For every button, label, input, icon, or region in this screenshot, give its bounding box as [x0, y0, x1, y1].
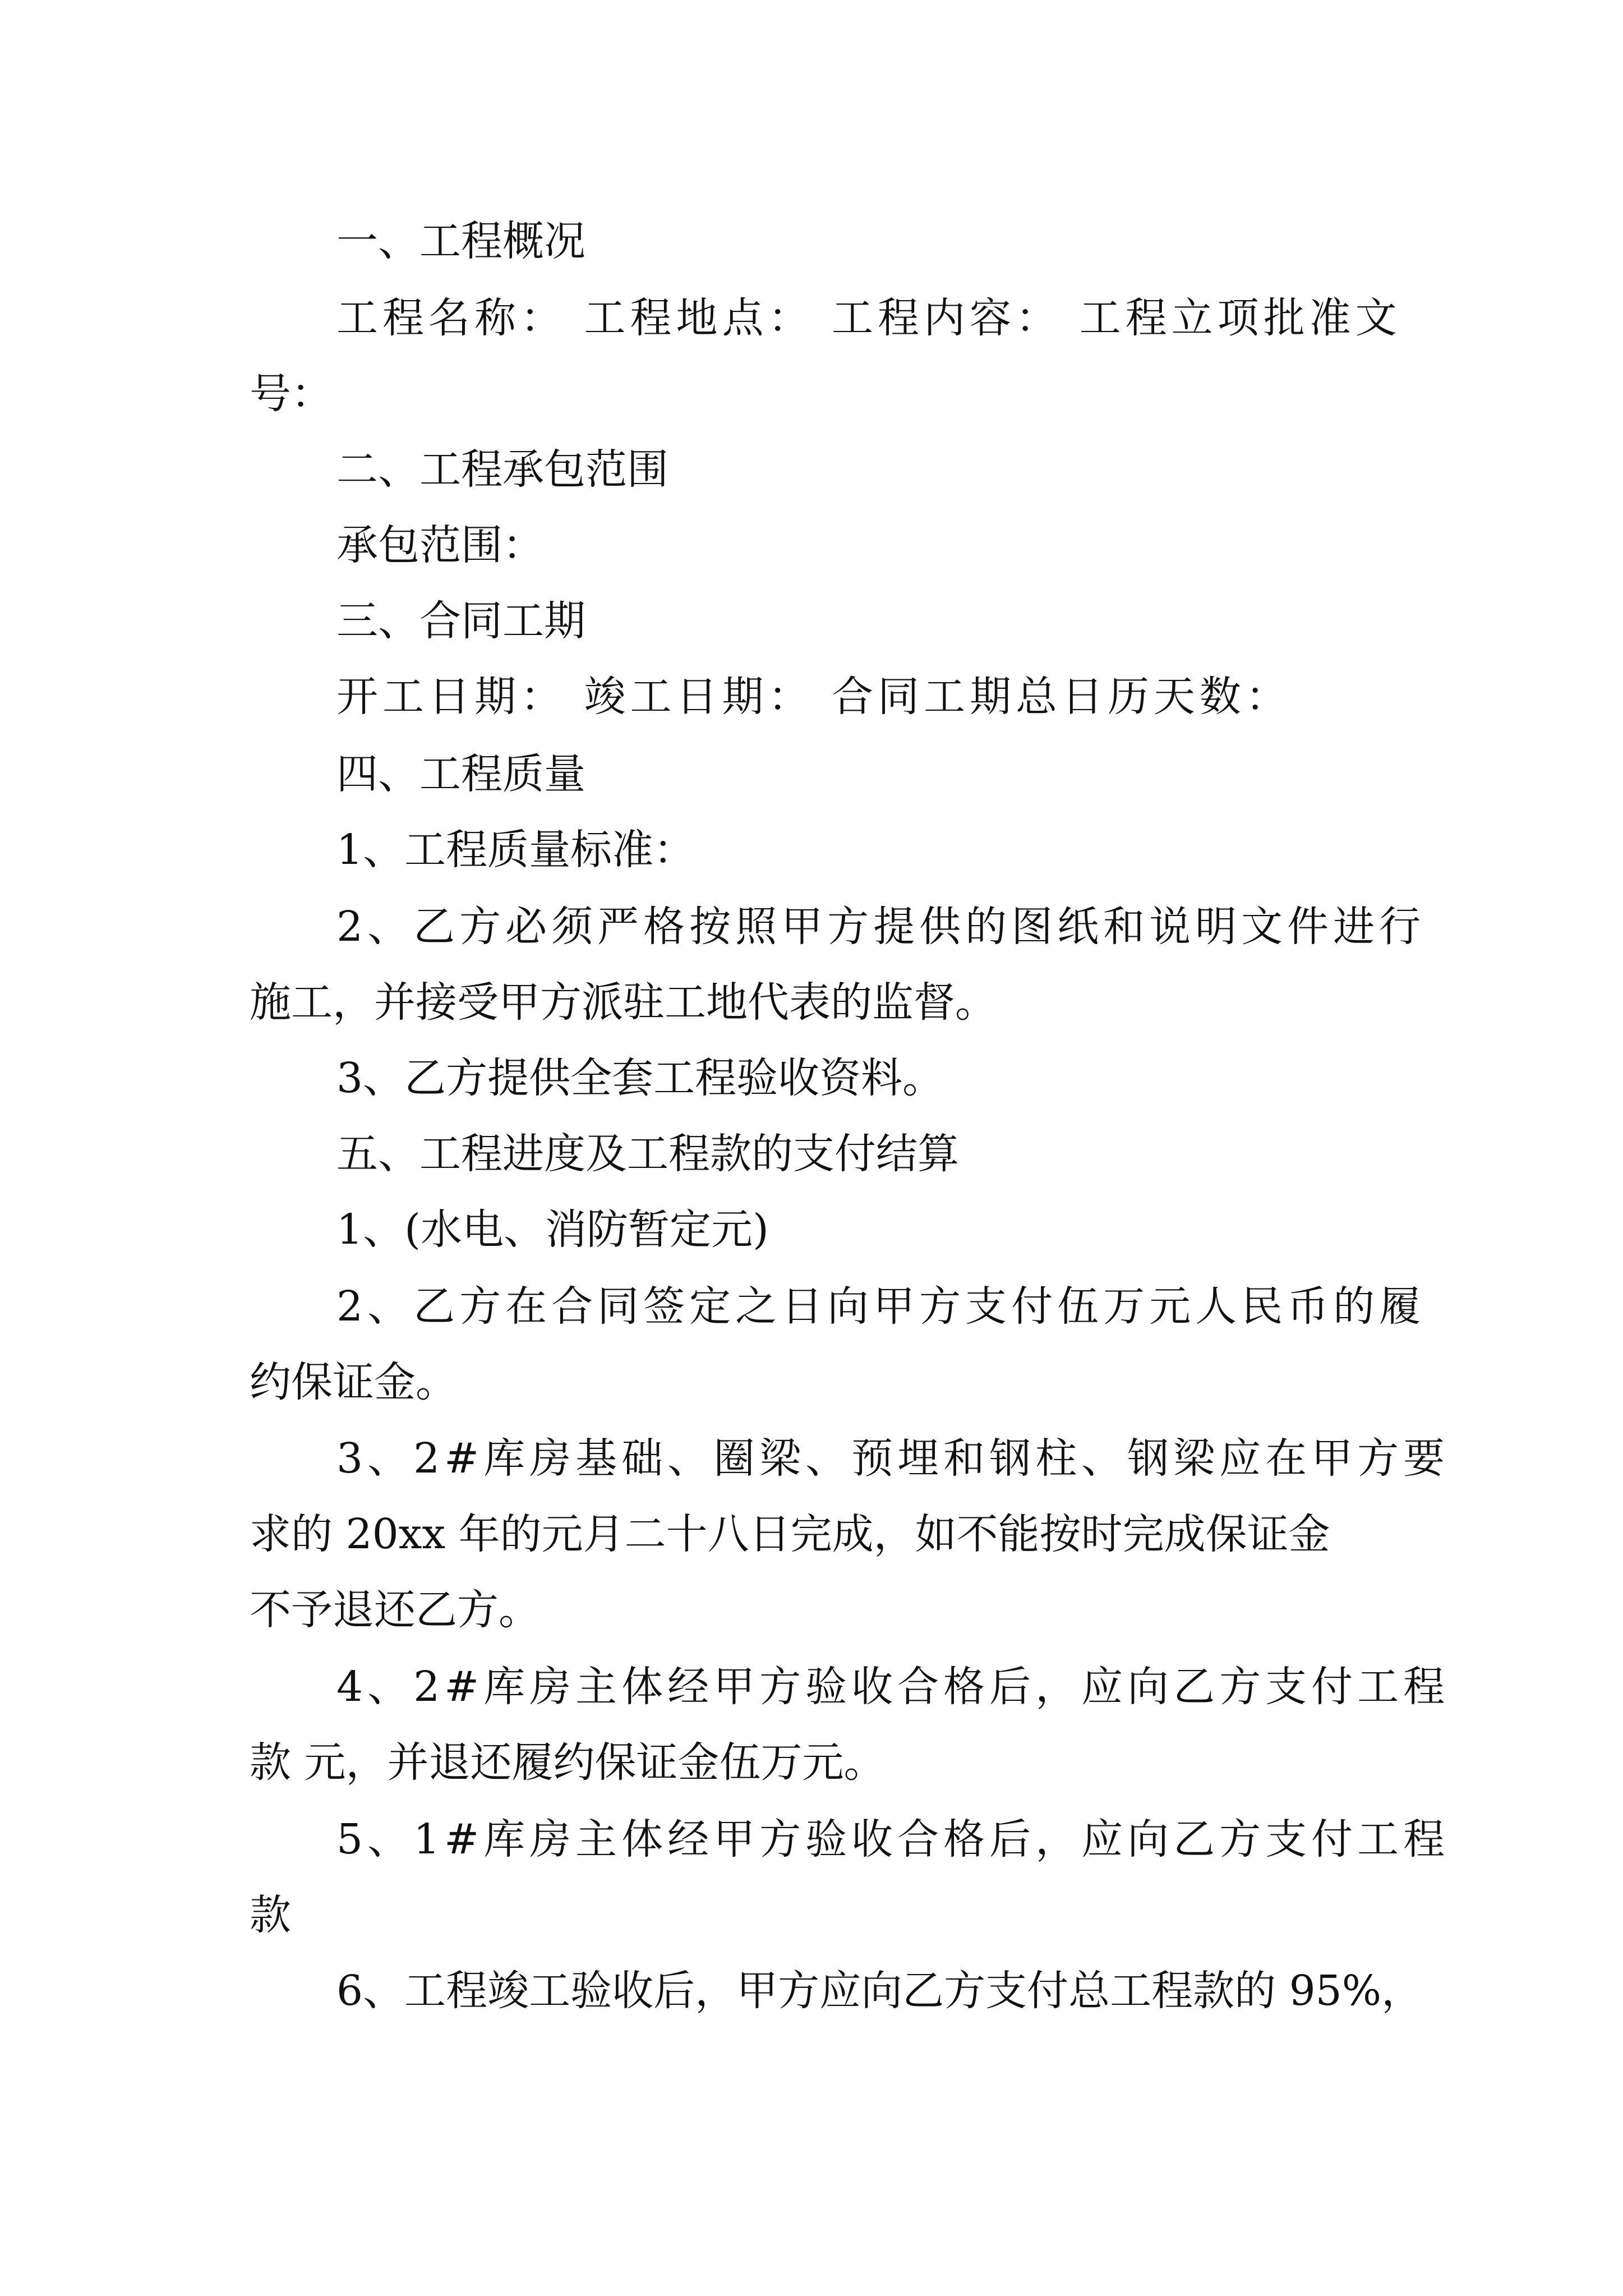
body-line: 5、1#库房主体经甲方验收合格后，应向乙方支付工程	[336, 1815, 1450, 1864]
body-line: 承包范围：	[336, 521, 544, 569]
section-heading: 五、工程进度及工程款的支付结算	[336, 1130, 959, 1178]
body-line: 号：	[250, 370, 333, 418]
body-line: 2、乙方必须严格按照甲方提供的图纸和说明文件进行	[336, 903, 1426, 951]
body-line: 3、2#库房基础、圈梁、预埋和钢柱、钢梁应在甲方要	[336, 1434, 1450, 1483]
body-line: 开工日期： 竣工日期： 合同工期总日历天数：	[336, 673, 1292, 721]
body-line: 约保证金。	[250, 1358, 457, 1406]
body-line: 工程名称： 工程地点： 工程内容： 工程立项批准文	[336, 294, 1401, 342]
body-line: 6、工程竣工验收后，甲方应向乙方支付总工程款的 95%，	[336, 1967, 1423, 2015]
body-line: 2、乙方在合同签定之日向甲方支付伍万元人民币的履	[336, 1282, 1426, 1331]
body-line: 4、2#库房主体经甲方验收合格后，应向乙方支付工程	[336, 1663, 1450, 1711]
body-line: 款	[250, 1891, 291, 1939]
section-heading: 二、工程承包范围	[336, 445, 668, 494]
body-line: 3、乙方提供全套工程验收资料。	[336, 1054, 944, 1102]
section-heading: 四、工程质量	[336, 750, 585, 798]
body-line: 求的 20xx 年的元月二十八日完成，如不能按时完成保证金	[250, 1510, 1330, 1558]
section-heading: 一、工程概况	[336, 217, 585, 265]
body-line: 款 元，并退还履约保证金伍万元。	[250, 1738, 886, 1787]
body-line: 1、工程质量标准：	[336, 826, 695, 874]
body-line: 施工，并接受甲方派驻工地代表的监督。	[250, 978, 997, 1027]
body-line: 1、(水电、消防暂定元)	[336, 1205, 769, 1254]
body-line: 不予退还乙方。	[250, 1586, 540, 1634]
section-heading: 三、合同工期	[336, 597, 585, 645]
